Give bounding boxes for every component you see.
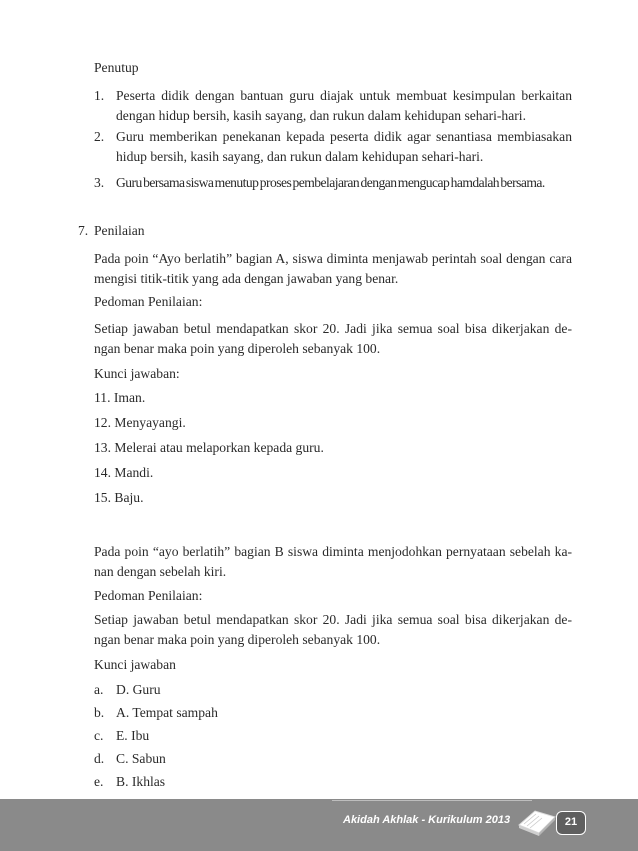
section-heading-penutup: Penutup <box>94 60 139 75</box>
answer-item: B. Ikhlas <box>116 774 166 789</box>
book-icon <box>515 803 559 839</box>
list-item-text: dengan hidup bersih, kasih sayang, dan rukun dalam kehidupan sehari-hari. <box>116 108 526 123</box>
answer-letter: e. <box>94 774 104 789</box>
list-item-text: Peserta didik dengan bantuan guru diajak untuk membuat kesimpulan berkaitan <box>116 88 572 103</box>
answer-letter: c. <box>94 728 104 743</box>
list-item-text: Guru memberikan penekanan kepada peserta didik agar senantiasa membiasakan <box>116 129 572 144</box>
subheading-pedoman: Pedoman Penilaian: <box>94 588 203 603</box>
paragraph-text: Setiap jawaban betul mendapatkan skor 20. Jadi jika semua soal bisa dikerjakan de- <box>94 612 572 627</box>
answer-item: 12. Menyayangi. <box>94 415 186 430</box>
list-item-text: hidup bersih, kasih sayang, dan rukun dalam kehidupan sehari-hari. <box>116 149 484 164</box>
paragraph-text: mengisi titik-titik yang ada dengan jawaban yang benar. <box>94 271 399 286</box>
paragraph-text: Setiap jawaban betul mendapatkan skor 20. Jadi jika semua soal bisa dikerjakan de- <box>94 321 572 336</box>
section-heading-penilaian: Penilaian <box>94 223 145 238</box>
answer-letter: b. <box>94 705 105 720</box>
answer-item: 15. Baju. <box>94 490 144 505</box>
answer-item: C. Sabun <box>116 751 166 766</box>
answer-item: E. Ibu <box>116 728 150 743</box>
paragraph-text: Pada poin “Ayo berlatih” bagian A, siswa diminta menjawab perintah soal dengan cara <box>94 251 572 266</box>
list-number: 1. <box>94 88 105 103</box>
paragraph-text: nan dengan sebelah kiri. <box>94 564 227 579</box>
list-item-text: Guru bersama siswa menutup proses pembelajaran dengan mengucap hamdalah bersama. <box>116 175 545 190</box>
list-number: 3. <box>94 175 105 190</box>
subheading-kunci: Kunci jawaban <box>94 657 176 672</box>
answer-letter: a. <box>94 682 104 697</box>
answer-letter: d. <box>94 751 105 766</box>
answer-item: 14. Mandi. <box>94 465 154 480</box>
paragraph-text: Pada poin “ayo berlatih” bagian B siswa diminta menjodohkan pernyataan sebelah ka- <box>94 544 572 559</box>
list-number: 2. <box>94 129 105 144</box>
answer-item: 11. Iman. <box>94 390 146 405</box>
answer-item: 13. Melerai atau melaporkan kepada guru. <box>94 440 324 455</box>
answer-item: A. Tempat sampah <box>116 705 218 720</box>
page-number-badge: 21 <box>556 811 586 835</box>
footer-divider <box>332 800 532 801</box>
paragraph-text: ngan benar maka poin yang diperoleh sebanyak 100. <box>94 632 381 647</box>
answer-item: D. Guru <box>116 682 161 697</box>
subheading-kunci: Kunci jawaban: <box>94 366 180 381</box>
footer-book-title: Akidah Akhlak - Kurikulum 2013 <box>343 814 511 826</box>
subheading-pedoman: Pedoman Penilaian: <box>94 294 203 309</box>
section-number: 7. <box>78 223 89 238</box>
paragraph-text: ngan benar maka poin yang diperoleh sebanyak 100. <box>94 341 381 356</box>
